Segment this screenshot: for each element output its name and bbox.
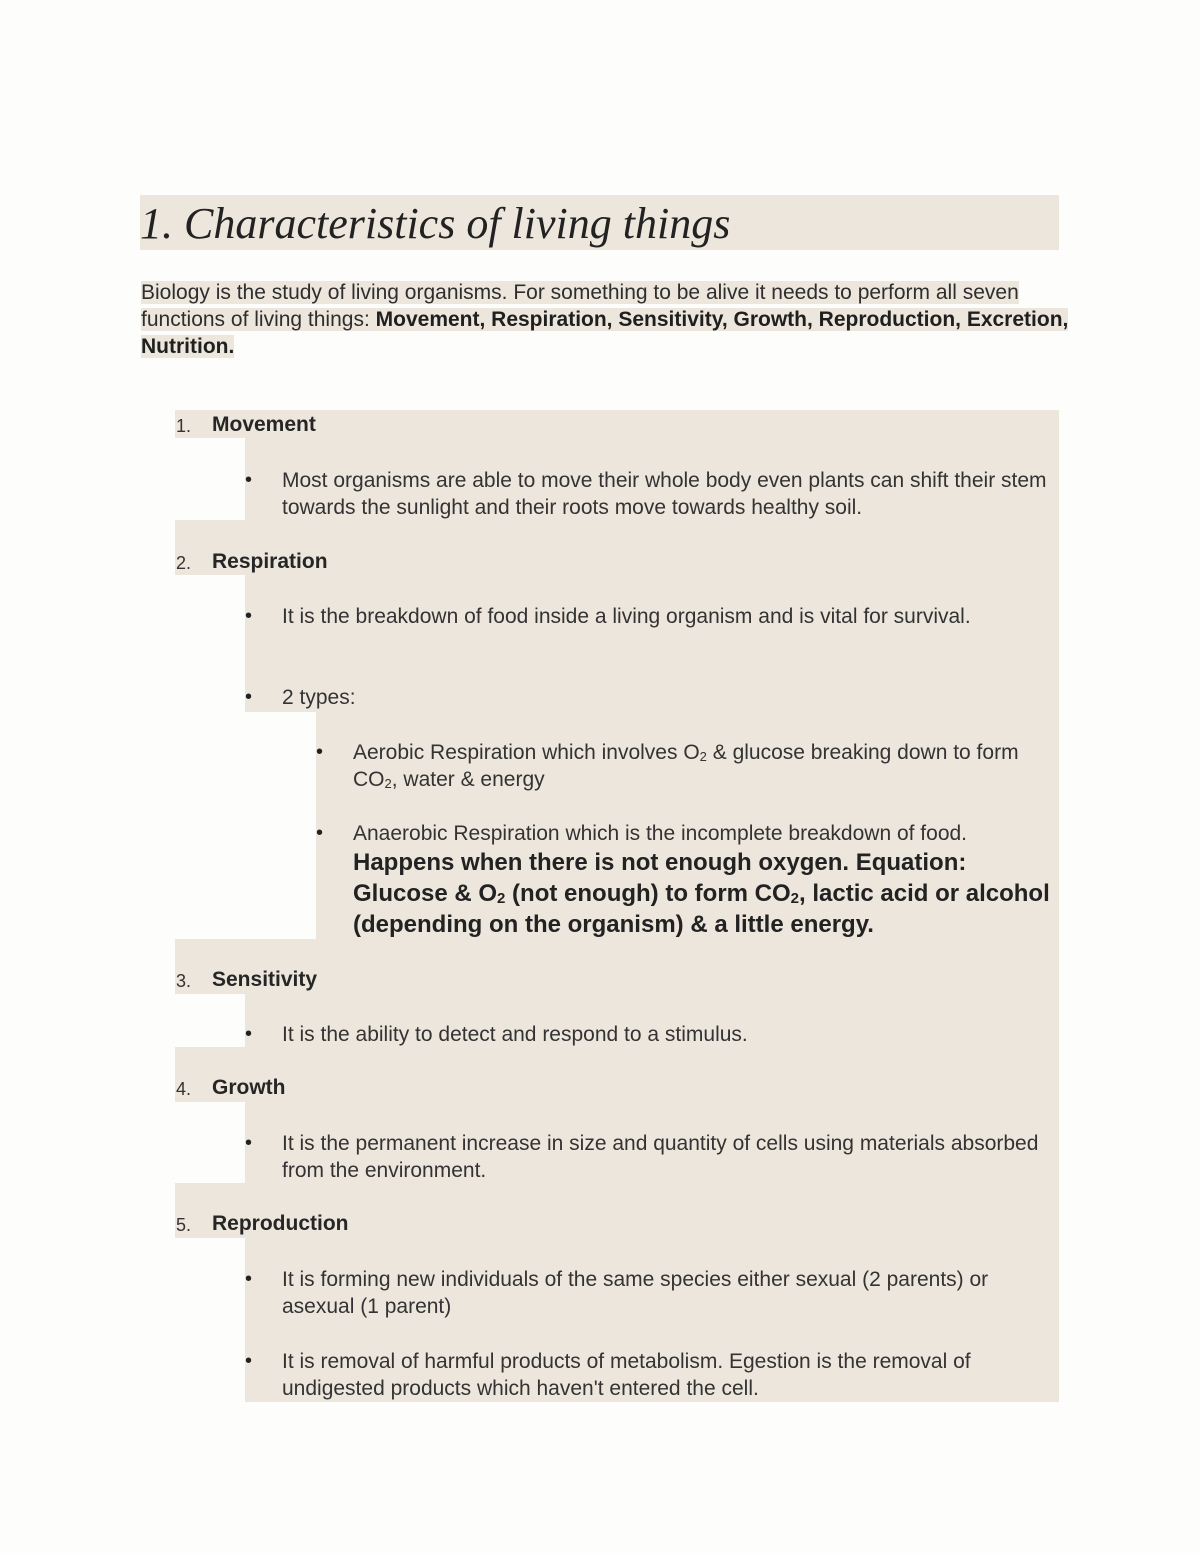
bullet-marker: • (245, 469, 253, 491)
list-number: 4. (176, 1079, 192, 1099)
list-highlight (175, 1047, 1059, 1102)
bullet-text: It is removal of harmful products of metabolism. Egestion is the removal of undigested products which haven't entered the cell. (282, 1350, 971, 1400)
item-title-respiration: Respiration (212, 550, 328, 573)
intro-paragraph (141, 279, 1071, 360)
list-number: 2. (176, 553, 192, 573)
bullet-marker: • (245, 605, 253, 627)
intro-text: Biology is the study of living organisms. For something to be alive it needs to perform all seven functions of living things: (141, 281, 1019, 331)
page-title: 1. Characteristics of living things (140, 195, 1059, 250)
intro-functions-list: Movement, Respiration, Sensitivity, Growth, Reproduction, Excretion, Nutrition. (141, 308, 1069, 358)
sub-bullet-marker: • (316, 741, 324, 763)
list-number: 5. (176, 1215, 192, 1235)
bullet-text: It is forming new individuals of the same species either sexual (2 parents) or asexual (1 parent) (282, 1268, 989, 1318)
bullet-marker: • (245, 1350, 253, 1372)
sub-bullet-anaerobic: Anaerobic Respiration which is the incomplete breakdown of food. Happens when there is not enough oxygen. Equation: Glucose & $O_2$ (not enough) to form $CO_2$, lactic acid or alcohol (depending on the organism) & a little energy. (353, 822, 1050, 938)
list-number: 3. (176, 971, 192, 991)
bullet-text: 2 types: (282, 686, 356, 709)
item-title-reproduction: Reproduction (212, 1212, 349, 1235)
bullet-marker: • (245, 1132, 253, 1154)
sub-bullet-marker: • (316, 822, 324, 844)
bullet-text: It is the permanent increase in size and quantity of cells using materials absorbed from the environment. (282, 1132, 1039, 1182)
item-title-growth: Growth (212, 1076, 286, 1099)
bullet-text: It is the breakdown of food inside a living organism and is vital for survival. (282, 605, 971, 628)
item-title-sensitivity: Sensitivity (212, 968, 318, 991)
list-highlight (245, 575, 1059, 712)
bullet-marker: • (245, 686, 253, 708)
list-number: 1. (176, 416, 192, 436)
bullet-text: Most organisms are able to move their whole body even plants can shift their stem towards the sunlight and their roots move towards healthy soil. (282, 469, 1047, 519)
bullet-marker: • (245, 1023, 253, 1045)
sub-bullet-aerobic: Aerobic Respiration which involves $O_2$ & glucose breaking down to form $CO_2$, water & energy (353, 741, 1019, 791)
bullet-marker: • (245, 1268, 253, 1290)
item-title-movement: Movement (212, 413, 316, 436)
bullet-text: It is the ability to detect and respond to a stimulus. (282, 1023, 748, 1046)
